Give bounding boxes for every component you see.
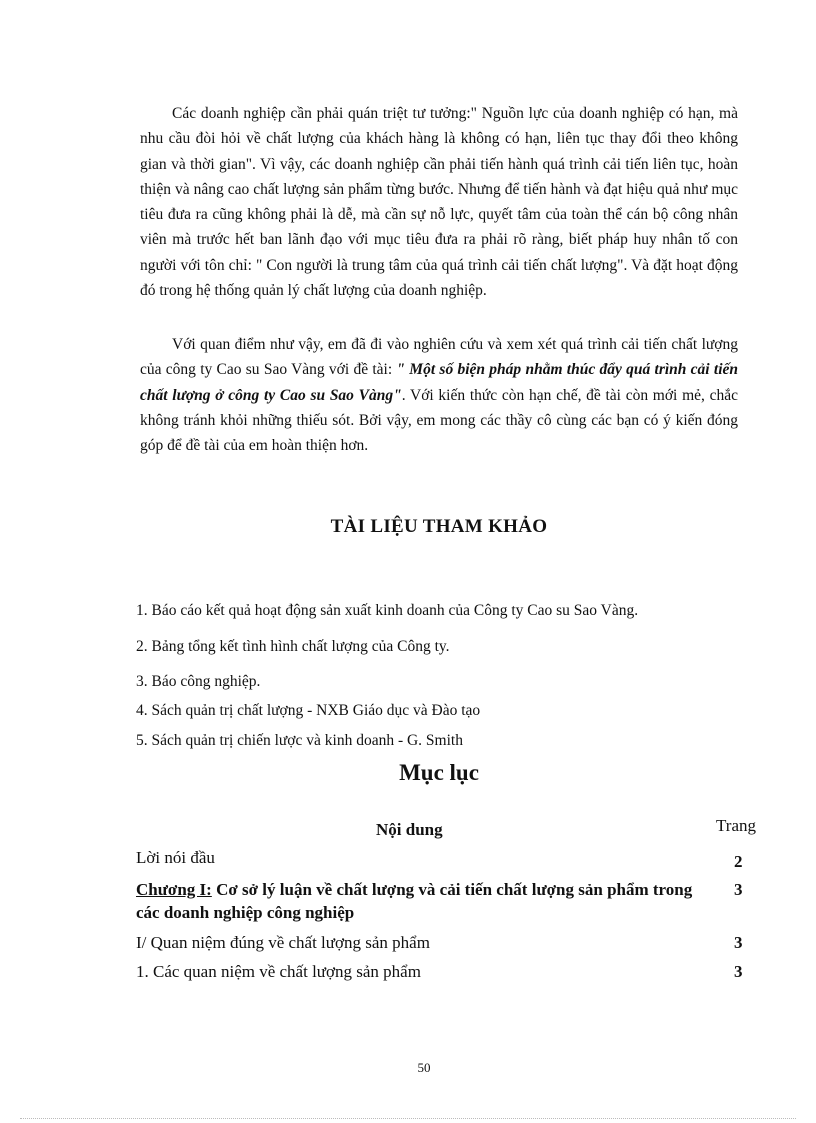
toc-chapter-title: Cơ sở lý luận về chất lượng và cải tiến chất lượng sản phẩm trong các doanh nghiệp công nghiệp [136,880,693,922]
reference-item: 2. Bảng tổng kết tình hình chất lượng của Công ty. [136,638,450,655]
toc-chapter-label: Chương I: [136,880,212,899]
toc-entry-text [136,878,696,924]
toc-entry-page: 3 [734,933,743,952]
page-number: 50 [417,1060,431,1075]
paragraph-intro-text: Các doanh nghiệp cần phải quán triệt tư tưởng:" Nguồn lực của doanh nghiệp có hạn, mà nhu cầu đòi hỏi về chất lượng của khách hàng là không có hạn, liên tục thay đổi theo không gian và thời gian". Vì vậy, các doanh nghiệp cần phải tiến hành quá trình cải tiến liên tục, hoàn thiện và nâng cao chất lượng sản phẩm từng bước. Nhưng để tiến hành và đạt hiệu quả như mục tiêu đưa ra cũng không phải là dễ, mà cần sự nỗ lực, quyết tâm của toàn thể cán bộ công nhân viên mà trước hết ban lãnh đạo với mục tiêu đưa ra phải rõ ràng, biết pháp huy nhân tố con người với tôn chỉ: " Con người là trung tâm của quá trình cải tiến chất lượng". Và đặt hoạt động đó trong hệ thống quản lý chất lượng của doanh nghiệp. [140,105,738,300]
page-bottom-divider [20,1118,796,1119]
toc-entry-text: Lời nói đầu [136,848,215,867]
reference-item: 3. Báo công nghiệp. [136,673,261,690]
toc-header-content: Nội dung [376,820,443,839]
toc-heading: Mục lục [399,760,479,785]
toc-header-page: Trang [716,816,756,835]
reference-item: 4. Sách quản trị chất lượng - NXB Giáo dục và Đào tạo [136,702,481,719]
toc-entry-page: 3 [734,880,743,899]
paragraph-topic [140,332,738,458]
thesis-topic-title: " Một số biện pháp nhằm thúc đẩy quá trình cải tiến chất lượng ở công ty Cao su Sao Vàng" [140,361,739,404]
reference-item: 5. Sách quản trị chiến lược và kinh doanh - G. Smith [136,732,463,749]
toc-entry-text: 1. Các quan niệm về chất lượng sản phẩm [136,962,421,981]
paragraph-intro [140,101,738,303]
toc-entry-page: 2 [734,852,743,871]
paragraph-topic-tail: . Với kiến thức còn hạn chế, đề tài còn mới mẻ, chắc không tránh khỏi những thiếu sót. Bởi vậy, em mong các thầy cô cùng các bạn có ý kiến đóng góp để đề tài của em hoàn thiện hơn. [140,386,738,455]
toc-entry-page: 3 [734,962,743,981]
reference-item: 1. Báo cáo kết quả hoạt động sản xuất kinh doanh của Công ty Cao su Sao Vàng. [136,602,639,619]
paragraph-topic-lead: Với quan điểm như vậy, em đã đi vào nghiên cứu và xem xét quá trình cải tiến chất lượng của công ty Cao su Sao Vàng với đề tài: [140,336,738,379]
references-heading: TÀI LIỆU THAM KHẢO [330,516,548,537]
toc-entry-text: I/ Quan niệm đúng về chất lượng sản phẩm [136,933,430,952]
